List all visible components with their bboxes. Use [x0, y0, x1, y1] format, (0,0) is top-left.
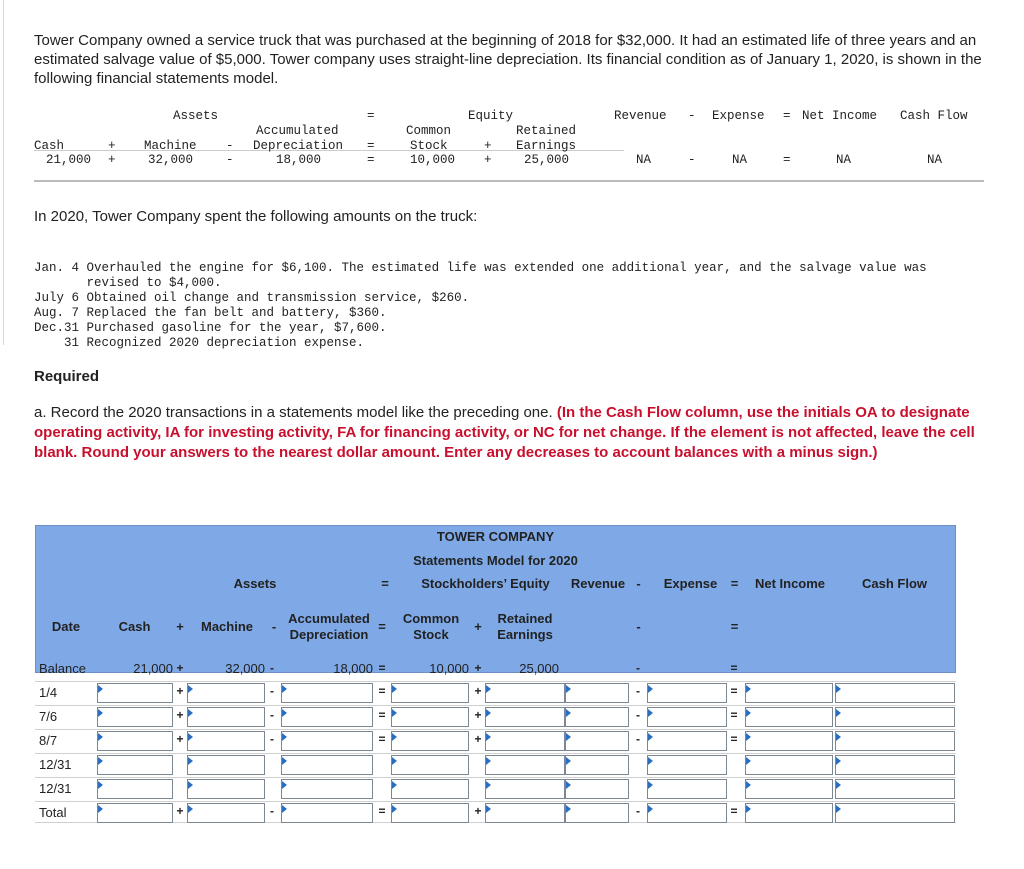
cash-flow-input[interactable] [835, 683, 955, 703]
m1-assets: Assets [173, 109, 219, 123]
net-income-input[interactable] [745, 683, 833, 703]
left-divider [0, 0, 4, 345]
spending-intro: In 2020, Tower Company spent the following amounts on the truck: [34, 208, 478, 225]
row-label: 1/4 [39, 685, 58, 700]
operator-sign: = [378, 684, 386, 698]
expense-input[interactable] [647, 683, 727, 703]
operator-sign: = [378, 804, 386, 818]
balance-machine: 32,000 [225, 661, 265, 676]
common-stock-input[interactable] [391, 779, 469, 799]
operator-sign: + [176, 684, 184, 698]
machine-input[interactable] [187, 707, 265, 727]
balance-stock: 10,000 [429, 661, 469, 676]
statements-model-table: TOWER COMPANY Statements Model for 2020 Assets = Stockholders’ Equity Revenue - Expense = Net Income Cash Flow Date Cash + Machine - Accumulated Depreciation = Common Stock + Retained Earnings - = Balance 1/4 7/6 8/7 12/31 12/31 Total 21,000 + 32,000 - 18,000 = 10,000 + 25,000 - = + - = + - = + - = + - = + - = + - = + - = + - = [35, 525, 956, 823]
balance-accum: 18,000 [333, 661, 373, 676]
revenue-input[interactable] [565, 707, 629, 727]
cash-flow-input[interactable] [835, 755, 955, 775]
retained-earnings-input[interactable] [485, 755, 565, 775]
required-heading: Required [34, 368, 100, 385]
question-a-text: a. Record the 2020 transactions in a statements model like the preceding one. [34, 404, 553, 421]
operator-sign: - [636, 804, 640, 818]
accum-dep-input[interactable] [281, 803, 373, 823]
cash-input[interactable] [97, 803, 173, 823]
cash-input[interactable] [97, 707, 173, 727]
expense-input[interactable] [647, 707, 727, 727]
cash-flow-input[interactable] [835, 779, 955, 799]
balance-cash: 21,000 [133, 661, 173, 676]
balance-re: 25,000 [519, 661, 559, 676]
m1-net-income: Net Income [802, 109, 878, 123]
operator-sign: = [378, 708, 386, 722]
accum-dep-input[interactable] [281, 731, 373, 751]
net-income-input[interactable] [745, 779, 833, 799]
table-company: TOWER COMPANY [436, 529, 555, 544]
operator-sign: = [730, 708, 738, 722]
machine-input[interactable] [187, 731, 265, 751]
retained-earnings-input[interactable] [485, 683, 565, 703]
question-a [34, 403, 999, 463]
row-label: 7/6 [39, 709, 58, 724]
net-income-input[interactable] [745, 731, 833, 751]
machine-input[interactable] [187, 755, 265, 775]
common-stock-input[interactable] [391, 683, 469, 703]
retained-earnings-input[interactable] [485, 779, 565, 799]
operator-sign: - [636, 708, 640, 722]
expense-input[interactable] [647, 755, 727, 775]
m1-revenue: Revenue [614, 109, 667, 123]
operator-sign: + [474, 708, 482, 722]
accum-dep-input[interactable] [281, 707, 373, 727]
common-stock-input[interactable] [391, 707, 469, 727]
cash-flow-input[interactable] [835, 731, 955, 751]
row-label: 8/7 [39, 733, 58, 748]
m1-equity: Equity [468, 109, 514, 123]
operator-sign: - [636, 732, 640, 746]
net-income-input[interactable] [745, 755, 833, 775]
operator-sign: = [378, 732, 386, 746]
operator-sign: = [730, 804, 738, 818]
question-a-instructions: (In the Cash Flow column, use the initials OA to designate operating activity, IA for investing activity, FA for financing activity, or NC for net change. If the element is not affected, leave the cell blank. Round your answers to the nearest dollar amount. Enter any decreases to account balances with a minus sign.) [34, 404, 975, 461]
operator-sign: - [636, 684, 640, 698]
net-income-input[interactable] [745, 803, 833, 823]
operator-sign: + [474, 684, 482, 698]
retained-earnings-input[interactable] [485, 731, 565, 751]
accum-dep-input[interactable] [281, 755, 373, 775]
operator-sign: = [730, 732, 738, 746]
problem-intro: Tower Company owned a service truck that was purchased at the beginning of 2018 for $32,000. It had an estimated life of three years and an estimated salvage value of $5,000. Tower company uses straight-line depreciation. Its financial condition as of January 1, 2020, is shown in the following financial statements model. [34, 32, 982, 87]
common-stock-input[interactable] [391, 755, 469, 775]
cash-input[interactable] [97, 683, 173, 703]
m1-eq-sign: = [367, 109, 375, 123]
cash-flow-input[interactable] [835, 707, 955, 727]
m1-expense: Expense [712, 109, 765, 123]
cash-flow-input[interactable] [835, 803, 955, 823]
row-label: Balance [39, 661, 86, 676]
row-label: Total [39, 805, 67, 820]
operator-sign: + [474, 804, 482, 818]
machine-input[interactable] [187, 779, 265, 799]
operator-sign: - [270, 708, 274, 722]
event-line: 31 Recognized 2020 depreciation expense. [34, 336, 365, 350]
expense-input[interactable] [647, 803, 727, 823]
operator-sign: + [176, 708, 184, 722]
cash-input[interactable] [97, 731, 173, 751]
revenue-input[interactable] [565, 779, 629, 799]
event-line: Jan. 4 Overhauled the engine for $6,100. The estimated life was extended one additional year, and the salvage value was [34, 261, 927, 275]
operator-sign: - [270, 732, 274, 746]
revenue-input[interactable] [565, 803, 629, 823]
row-label: 12/31 [39, 757, 72, 772]
event-line: Aug. 7 Replaced the fan belt and battery, $360. [34, 306, 387, 320]
machine-input[interactable] [187, 683, 265, 703]
operator-sign: + [176, 804, 184, 818]
net-income-input[interactable] [745, 707, 833, 727]
event-line: Dec.31 Purchased gasoline for the year, $7,600. [34, 321, 387, 335]
event-line: July 6 Obtained oil change and transmission service, $260. [34, 291, 470, 305]
expense-input[interactable] [647, 779, 727, 799]
accum-dep-input[interactable] [281, 683, 373, 703]
retained-earnings-input[interactable] [485, 707, 565, 727]
operator-sign: - [270, 684, 274, 698]
operator-sign: + [176, 732, 184, 746]
row-label: 12/31 [39, 781, 72, 796]
machine-input[interactable] [187, 803, 265, 823]
revenue-input[interactable] [565, 755, 629, 775]
cash-input[interactable] [97, 779, 173, 799]
common-stock-input[interactable] [391, 803, 469, 823]
common-stock-input[interactable] [391, 731, 469, 751]
cash-input[interactable] [97, 755, 173, 775]
event-line: revised to $4,000. [34, 276, 222, 290]
table-subtitle: Statements Model for 2020 [413, 553, 578, 568]
retained-earnings-input[interactable] [485, 803, 565, 823]
operator-sign: - [270, 804, 274, 818]
accum-dep-input[interactable] [281, 779, 373, 799]
m1-cash-flow: Cash Flow [900, 109, 968, 123]
table-header [35, 525, 956, 673]
revenue-input[interactable] [565, 731, 629, 751]
operator-sign: = [730, 684, 738, 698]
revenue-input[interactable] [565, 683, 629, 703]
event-list [34, 261, 1004, 351]
expense-input[interactable] [647, 731, 727, 751]
operator-sign: + [474, 732, 482, 746]
